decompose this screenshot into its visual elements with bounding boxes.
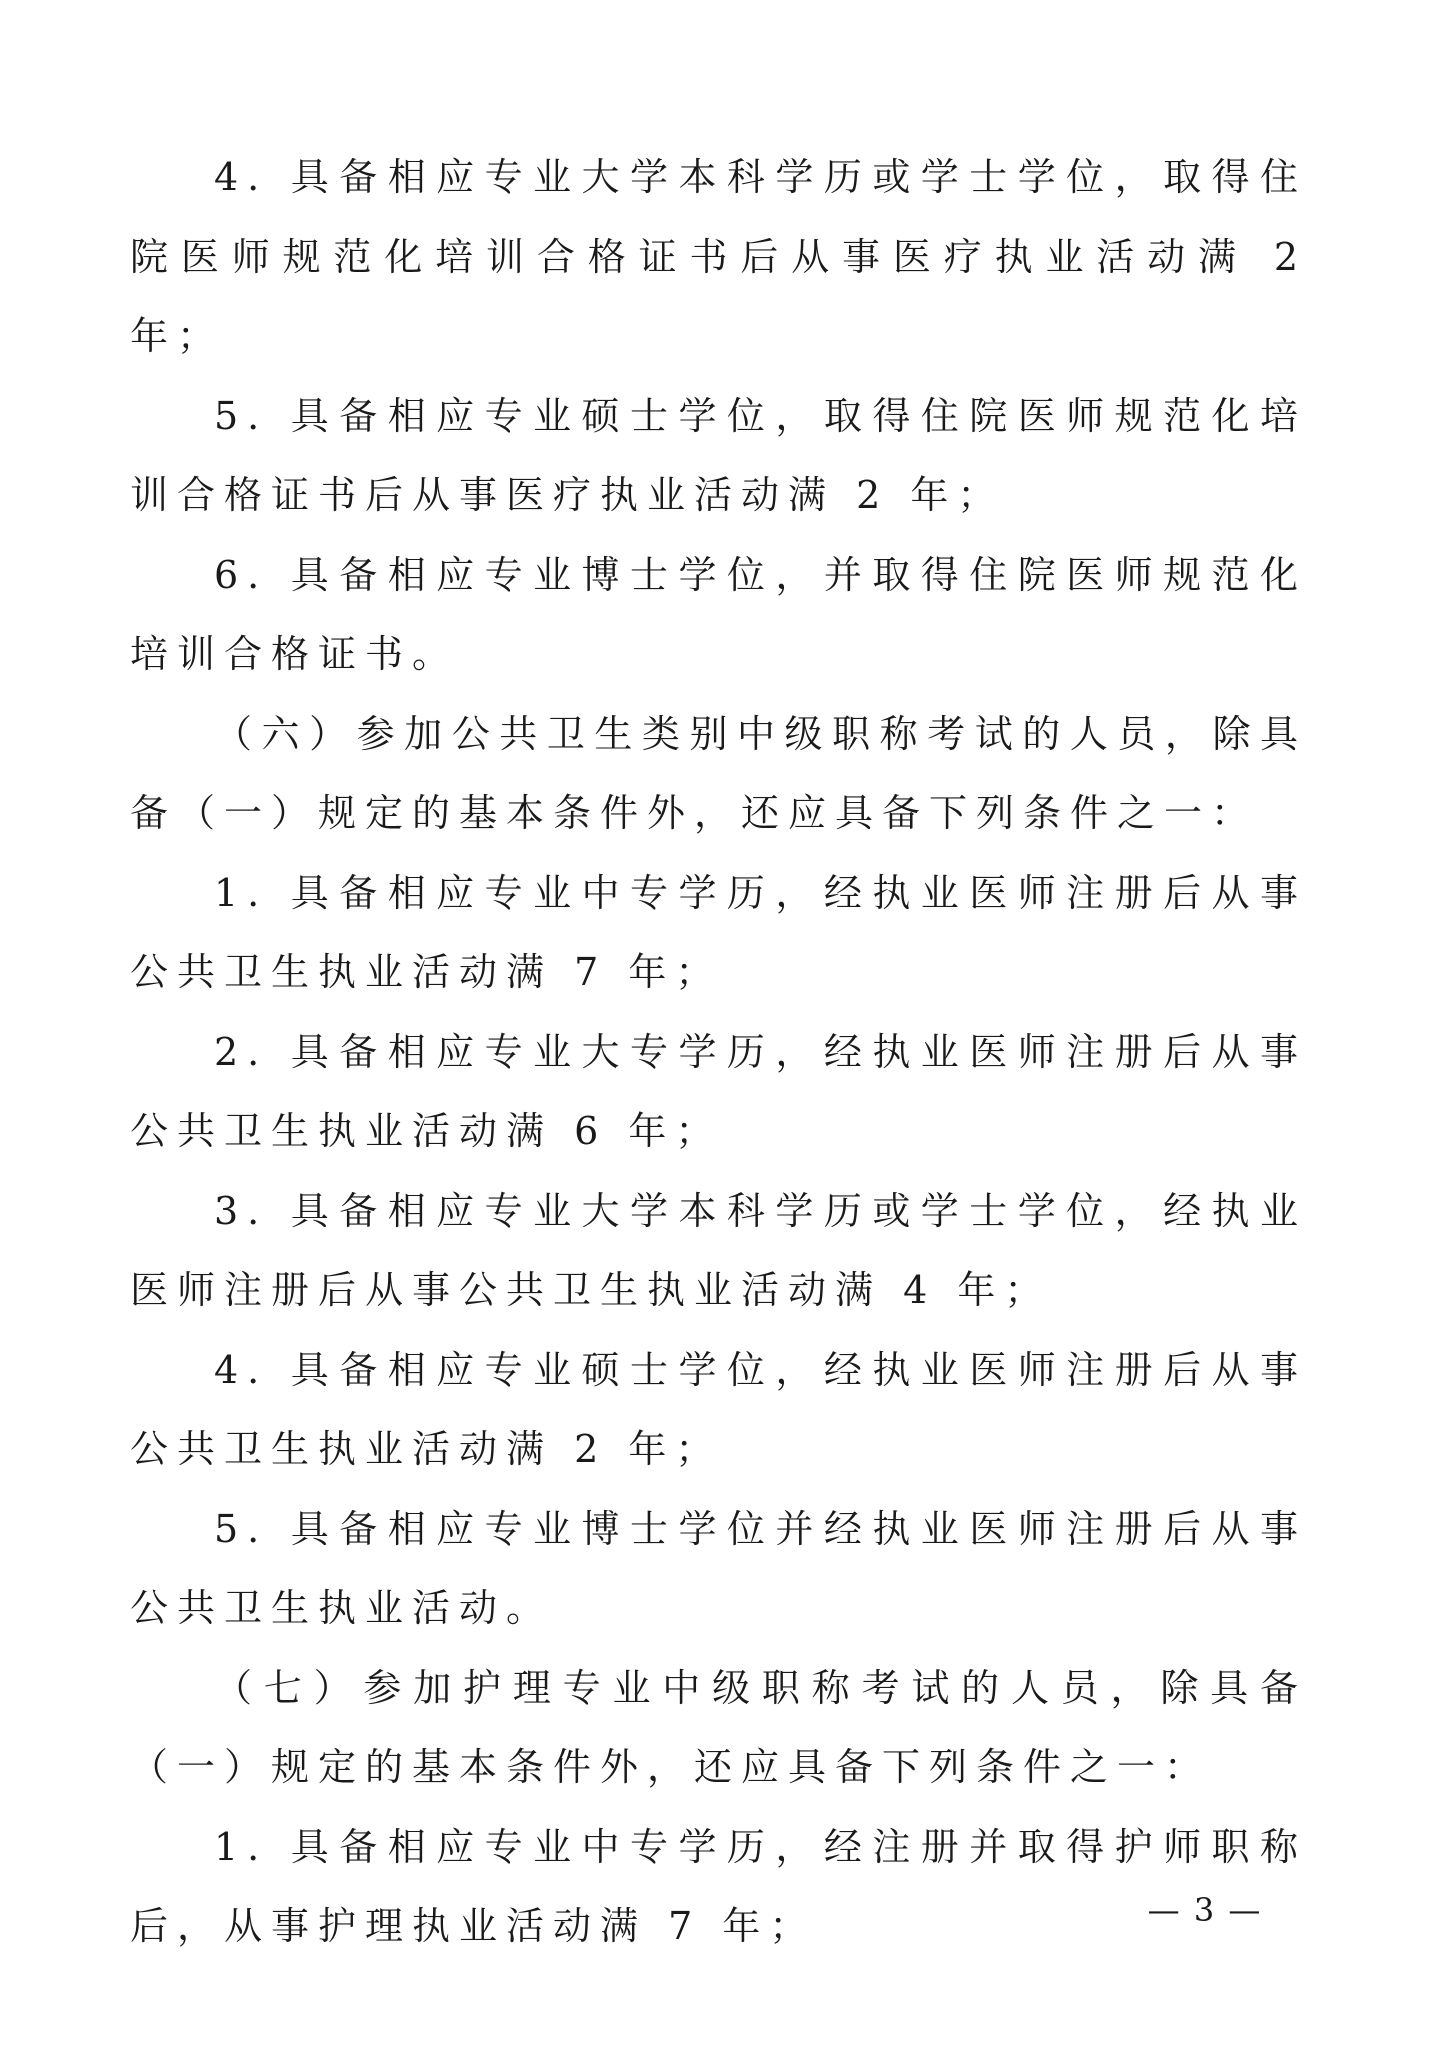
paragraph-item-1-public-health: 1. 具备相应专业中专学历，经执业医师注册后从事公共卫生执业活动满 7 年； [130, 870, 1307, 994]
paragraph-item-5-medical: 5. 具备相应专业硕士学位，取得住院医师规范化培训合格证书后从事医疗执业活动满 2 年； [130, 393, 1307, 517]
paragraph-item-4-medical: 4. 具备相应专业大学本科学历或学士学位，取得住院医师规范化培训合格证书后从事医疗执业活动满 2 年； [130, 155, 1307, 358]
page-number: — 3 — [1147, 1891, 1263, 1929]
paragraph-item-2-public-health: 2. 具备相应专业大专学历，经执业医师注册后从事公共卫生执业活动满 6 年； [130, 1029, 1307, 1153]
paragraph-item-1-nursing: 1. 具备相应专业中专学历，经注册并取得护师职称后，从事护理执业活动满 7 年； [130, 1824, 1307, 1948]
paragraph-item-5-public-health: 5. 具备相应专业博士学位并经执业医师注册后从事公共卫生执业活动。 [130, 1506, 1307, 1630]
paragraph-item-6-medical: 6. 具备相应专业博士学位，并取得住院医师规范化培训合格证书。 [130, 552, 1307, 676]
document-body [130, 138, 1307, 1967]
section-heading-six: （六）参加公共卫生类别中级职称考试的人员，除具备（一）规定的基本条件外，还应具备下列条件之一： [130, 711, 1307, 835]
section-heading-seven: （七）参加护理专业中级职称考试的人员，除具备（一）规定的基本条件外，还应具备下列条件之一： [130, 1665, 1307, 1789]
paragraph-item-4-public-health: 4. 具备相应专业硕士学位，经执业医师注册后从事公共卫生执业活动满 2 年； [130, 1347, 1307, 1471]
paragraph-item-3-public-health: 3. 具备相应专业大学本科学历或学士学位，经执业医师注册后从事公共卫生执业活动满 4 年； [130, 1188, 1307, 1312]
